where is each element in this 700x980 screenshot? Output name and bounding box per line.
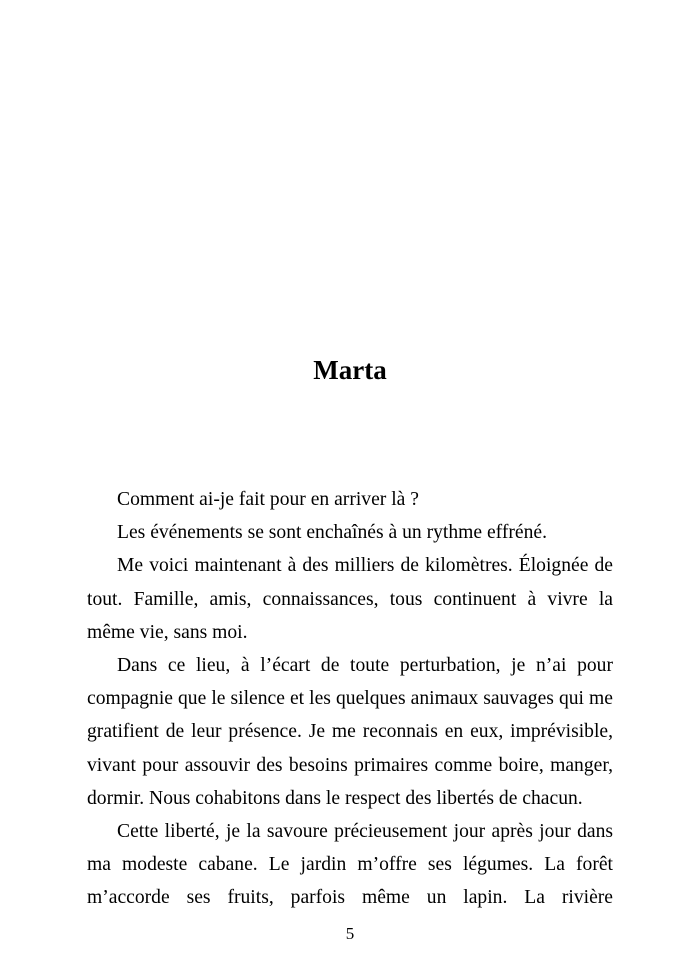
paragraph: Cette liberté, je la savoure précieusement jour après jour dans ma modeste cabane. Le jardin m’offre ses légumes. La forêt m’accorde ses fruits, parfois même un lapin. La rivière <box>87 821 613 909</box>
paragraph: Comment ai-je fait pour en arriver là ? <box>117 489 419 510</box>
paragraph: Me voici maintenant à des milliers de kilomètres. Éloignée de tout. Famille, amis, connaissances, tous continuent à vivre la même vie, sans moi. <box>87 555 613 643</box>
paragraph: Les événements se sont enchaînés à un rythme effréné. <box>117 522 547 544</box>
body-text <box>87 483 613 915</box>
page-number: 5 <box>345 924 355 943</box>
paragraph: Dans ce lieu, à l’écart de toute perturbation, je n’ai pour compagnie que le silence et les quelques animaux sauvages qui me gratifient de leur présence. Je me reconnais en eux, imprévisible, vivant pour assouvir des besoins primaires comme boire, manger, dormir. Nous cohabitons dans le respect des libertés de chacun. <box>87 655 613 809</box>
chapter-title: Marta <box>313 355 387 385</box>
